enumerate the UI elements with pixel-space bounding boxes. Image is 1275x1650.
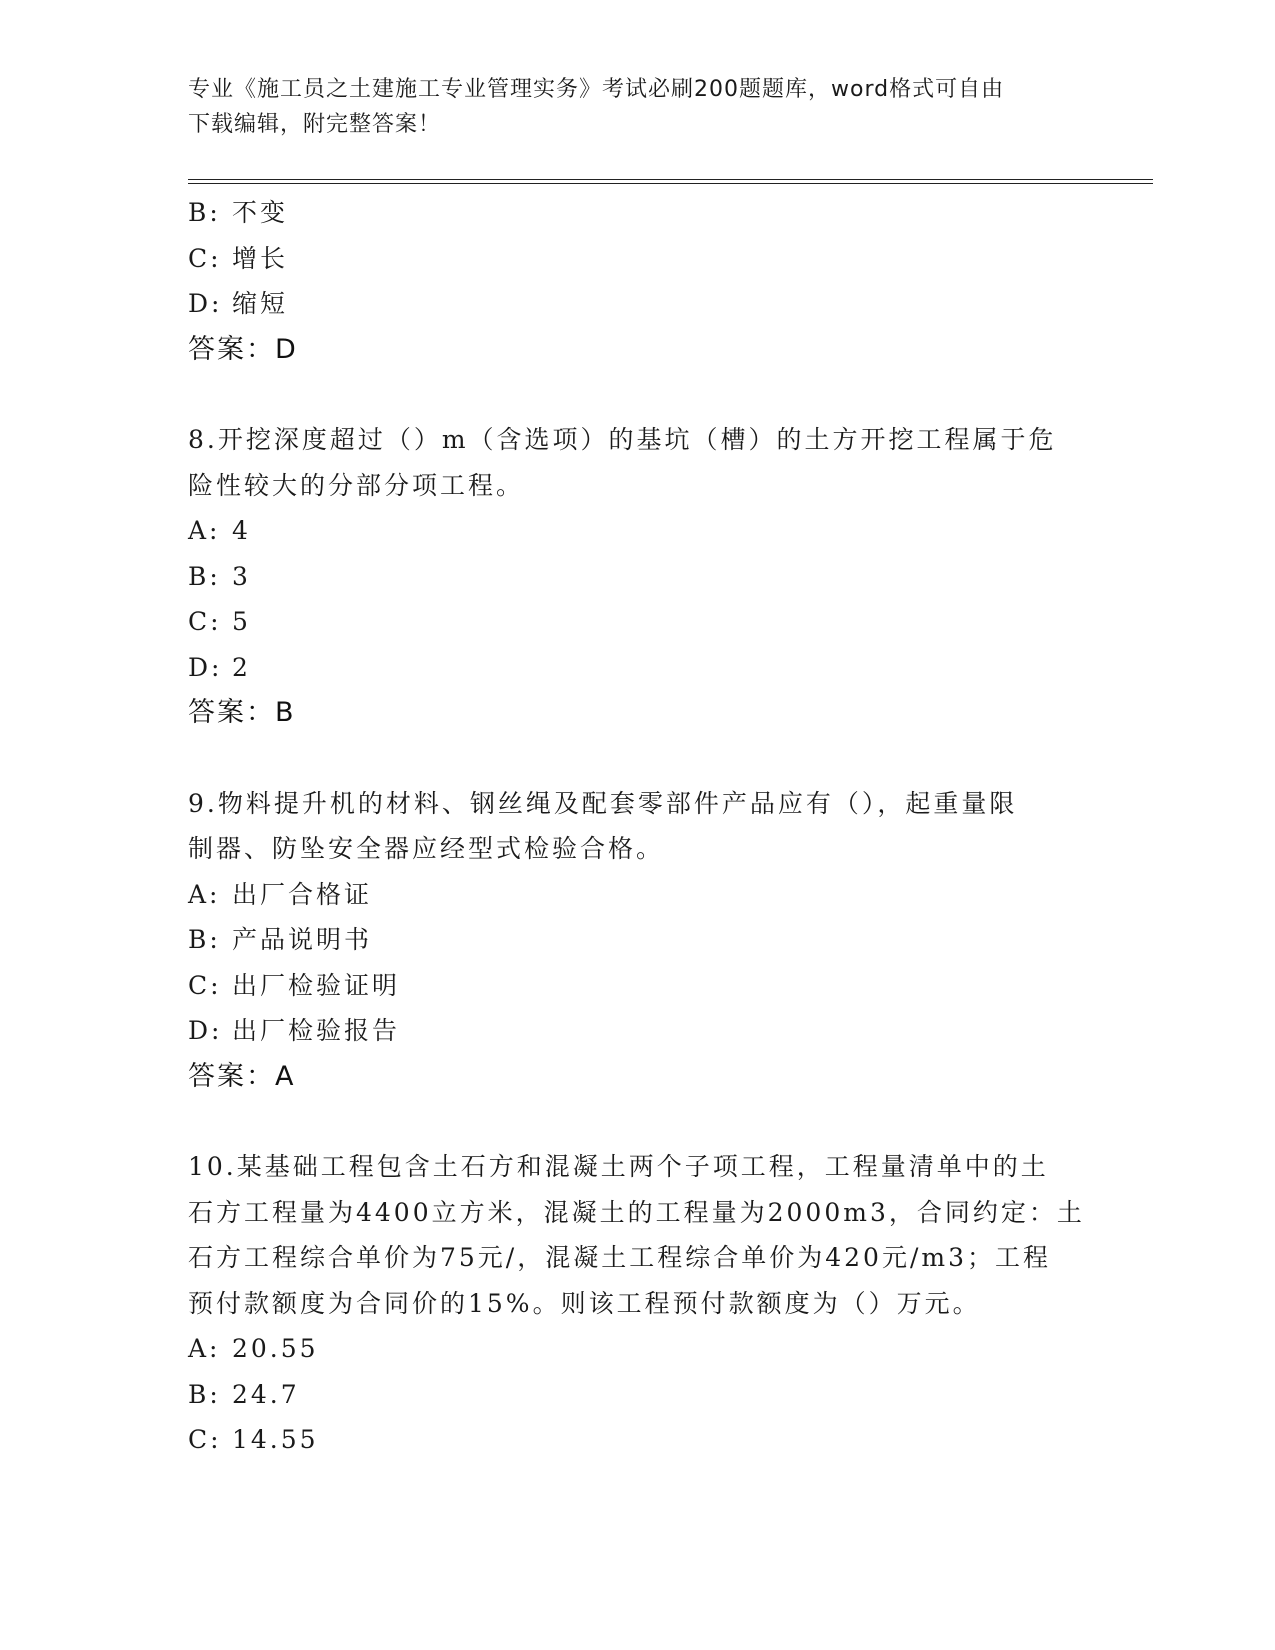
option-text: 产品说明书 (232, 925, 373, 954)
option-d (188, 1008, 1088, 1054)
question-text-line: 8.开挖深度超过（）m（含选项）的基坑（槽）的土方开挖工程属于危 (188, 425, 1057, 454)
option-text: 20.55 (232, 1334, 319, 1363)
header-line-2: 下载编辑，附完整答案！ (188, 112, 442, 137)
option-text: 2 (232, 652, 251, 682)
option-b (188, 917, 1088, 963)
question-8 (188, 417, 1088, 736)
option-text: 出厂检验证明 (232, 970, 401, 1000)
question-text-line: 预付款额度为合同价的15%。则该工程预付款额度为（）万元。 (188, 1288, 981, 1318)
header-divider-top (188, 179, 1153, 180)
option-letter: A: (188, 879, 221, 909)
option-letter: D: (188, 652, 223, 682)
option-c (188, 236, 1088, 282)
answer-line: 答案：B (188, 697, 296, 728)
header-line-1: 专业《施工员之土建施工专业管理实务》考试必刷200题题库，word格式可自由 (188, 77, 1005, 102)
spacer (188, 1099, 1088, 1144)
header-divider-bottom (188, 183, 1153, 184)
option-c (188, 599, 1088, 645)
spacer (188, 372, 1088, 417)
option-letter: B: (188, 198, 221, 227)
option-b (188, 554, 1088, 600)
option-c (188, 1417, 1088, 1463)
document-header (188, 72, 1088, 142)
question-text-line: 险性较大的分部分项工程。 (188, 470, 525, 500)
option-text: 24.7 (232, 1379, 300, 1409)
question-text-line: 石方工程综合单价为75元/，混凝土工程综合单价为420元/m3；工程 (188, 1243, 1051, 1272)
option-letter: C: (188, 243, 222, 273)
option-letter: C: (188, 1425, 222, 1454)
answer-line: 答案：D (188, 333, 298, 365)
option-b (188, 190, 1088, 236)
option-d (188, 281, 1088, 327)
option-text: 出厂检验报告 (232, 1016, 401, 1045)
question-text-line: 制器、防坠安全器应经型式检验合格。 (188, 834, 665, 863)
option-text: 缩短 (232, 289, 289, 318)
option-text: 5 (232, 607, 251, 636)
option-text: 14.55 (232, 1425, 319, 1454)
spacer (188, 736, 1088, 781)
question-10 (188, 1144, 1088, 1463)
option-letter: B: (188, 561, 221, 591)
option-letter: C: (188, 607, 222, 636)
option-text: 增长 (232, 243, 289, 273)
question-9 (188, 781, 1088, 1100)
option-letter: B: (188, 1379, 221, 1409)
option-letter: C: (188, 970, 222, 1000)
question-text-line: 9.物料提升机的材料、钢丝绳及配套零部件产品应有（），起重量限 (188, 788, 1018, 818)
answer-line: 答案：A (188, 1060, 296, 1092)
option-a (188, 872, 1088, 918)
option-text: 不变 (232, 198, 289, 227)
question-text-line: 石方工程量为4400立方米，混凝土的工程量为2000m3，合同约定：土 (188, 1197, 1085, 1227)
option-d (188, 645, 1088, 691)
option-text: 4 (232, 516, 251, 545)
option-text: 出厂合格证 (232, 879, 373, 909)
option-text: 3 (232, 561, 251, 591)
option-a (188, 508, 1088, 554)
option-letter: A: (188, 516, 221, 545)
option-letter: D: (188, 1016, 223, 1045)
option-letter: D: (188, 289, 223, 318)
previous-question-tail (188, 190, 1088, 372)
question-text-line: 10.某基础工程包含土石方和混凝土两个子项工程，工程量清单中的土 (188, 1152, 1049, 1181)
option-letter: B: (188, 925, 221, 954)
option-a (188, 1326, 1088, 1372)
document-body (188, 190, 1088, 1463)
option-b (188, 1372, 1088, 1418)
option-c (188, 963, 1088, 1009)
option-letter: A: (188, 1334, 221, 1363)
